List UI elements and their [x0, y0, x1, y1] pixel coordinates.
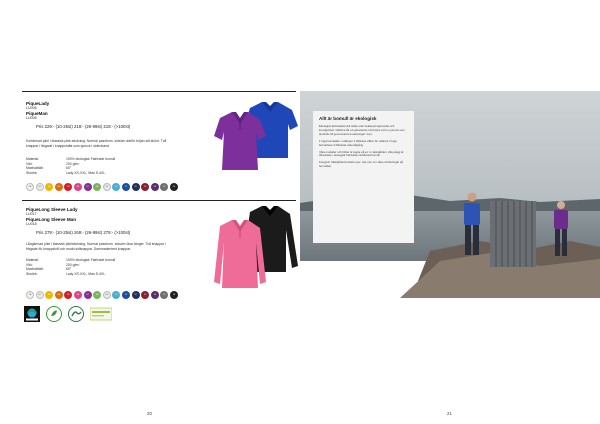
spec-row: Material: 100% ekologisk Fairtrade bomull: [26, 258, 116, 262]
color-swatch: 14: [151, 291, 159, 299]
polo-shirts-image: [210, 100, 298, 172]
color-swatch: 09: [103, 291, 111, 299]
product-name: PiqueMan: [26, 110, 48, 116]
color-swatch: 12: [132, 291, 140, 299]
color-swatch: 03: [45, 291, 53, 299]
color-swatch: 05: [64, 183, 72, 191]
color-swatch: 13: [141, 183, 149, 191]
product-price-2: Pris 279:- (10-25st) 269:- (26-99st) 279:- (>100st): [36, 230, 131, 235]
spec-row: Vikt: 200 g/m²: [26, 161, 80, 166]
info-box: [313, 111, 414, 243]
color-swatch: 10: [112, 183, 120, 191]
product-code: LU018: [26, 222, 37, 226]
product-name: PiqueLong Sleeve Man: [26, 216, 77, 222]
color-swatch: 09: [103, 183, 111, 191]
info-title: Allt är bomull är ekologisk: [319, 116, 377, 121]
color-swatch: 04: [55, 291, 63, 299]
spec-row: Maxtvättätt: 60°: [26, 166, 72, 171]
info-paragraph: Fotograf: Skärgårdens bästa vyer. Läs mer om våra certifieringar på hemsidan.: [319, 160, 403, 169]
color-swatch: 1A: [26, 291, 34, 299]
color-swatches-2: [26, 291, 178, 299]
color-swatch: 16: [170, 291, 178, 299]
certification-logos: [24, 306, 112, 322]
spec-row: Vikt: 200 g/m²: [26, 262, 80, 267]
product-name: PiqueLady: [26, 101, 50, 106]
color-swatch: 15: [160, 291, 168, 299]
color-swatch: 1A: [26, 183, 34, 191]
product-description-2: Långärmad piké i klassisk pikéstickning. Normal passform, sidsöm ökar tänger. Två knappar i färgade för knappsluff och mudd sidknappar. Dammadentent knappar.: [26, 242, 166, 251]
info-paragraph: Ekologisk fairtradebomull odlas utan bekämpningsmedel och konstgödsel. Odlarna får ett garanterat minimipris och en premie som används till gemensamma satsningar i byn.: [319, 124, 405, 136]
spec-row: Maxtvättätt: 60°: [26, 267, 72, 272]
color-swatch: 06: [74, 183, 82, 191]
oeko-tex-logo-icon: [90, 306, 112, 322]
spec-row: Material: 100% ekologisk Fairtrade bomull: [26, 157, 116, 161]
eco-leaf-logo-icon: [46, 306, 62, 322]
color-swatch: 08: [93, 183, 101, 191]
product-price-1: Pris 229:- (10-25st) 219:- (26-99st) 219:- (>100st): [36, 124, 131, 129]
product-specs-1: [26, 157, 176, 175]
color-swatch: 12: [132, 183, 140, 191]
color-swatch: 14: [151, 183, 159, 191]
nordic-swan-logo-icon: [68, 306, 84, 322]
divider-middle: [22, 200, 296, 201]
color-swatch: 04: [55, 183, 63, 191]
product-code: LU017: [26, 212, 37, 217]
long-sleeve-polo-image: [208, 206, 298, 290]
color-swatch: 11: [122, 291, 130, 299]
color-swatch: 16: [170, 183, 178, 191]
color-swatch: 08: [93, 291, 101, 299]
page-number-left: 20: [147, 411, 152, 416]
product-title-block-2: [26, 207, 176, 226]
product-description-1: Kortärmad piké i klassisk piké-stickning. Normal passform, sidsöm därför tröjan sitt skönt. Två knappar i färgade i knappsluffa som spruck i sidenband.: [26, 139, 167, 148]
fairtrade-logo-icon: [24, 306, 40, 322]
color-swatch: 02: [36, 291, 44, 299]
product-code: LU006: [26, 106, 37, 111]
color-swatch: 10: [112, 291, 120, 299]
product-code: LU006: [26, 116, 37, 120]
color-swatch: 06: [74, 291, 82, 299]
color-swatch: 11: [122, 183, 130, 191]
product-specs-2: [26, 258, 176, 276]
page-number-right: 21: [447, 411, 452, 416]
spec-row: Storlek: Lady XS-XXL, Man S-4XL: [26, 271, 106, 276]
info-paragraph: 1 Inga kemikalier i odlingen 2 Rättvisa villkor för odlarna 3 Inga barnarbete 4 Minskad vattenåtgång: [319, 138, 397, 147]
color-swatch: 07: [84, 291, 92, 299]
color-swatch: 03: [45, 183, 53, 191]
color-swatch: 05: [64, 291, 72, 299]
color-swatches-1: [26, 183, 178, 191]
color-swatch: 07: [84, 183, 92, 191]
info-paragraph: Våra modeller och bilder är tagna på en ö i skärgården. Alla plagg är tillverkade i ekologisk Fairtrade-certifierad bomull.: [319, 149, 404, 158]
color-swatch: 02: [36, 183, 44, 191]
product-title-block-1: [26, 101, 176, 120]
color-swatch: 13: [141, 291, 149, 299]
color-swatch: 15: [160, 183, 168, 191]
product-name: PiqueLong Sleeve Lady: [26, 207, 78, 212]
divider-top: [22, 91, 296, 92]
spec-row: Storlek: Lady XS-XXL, Man S-4XL: [26, 170, 106, 175]
